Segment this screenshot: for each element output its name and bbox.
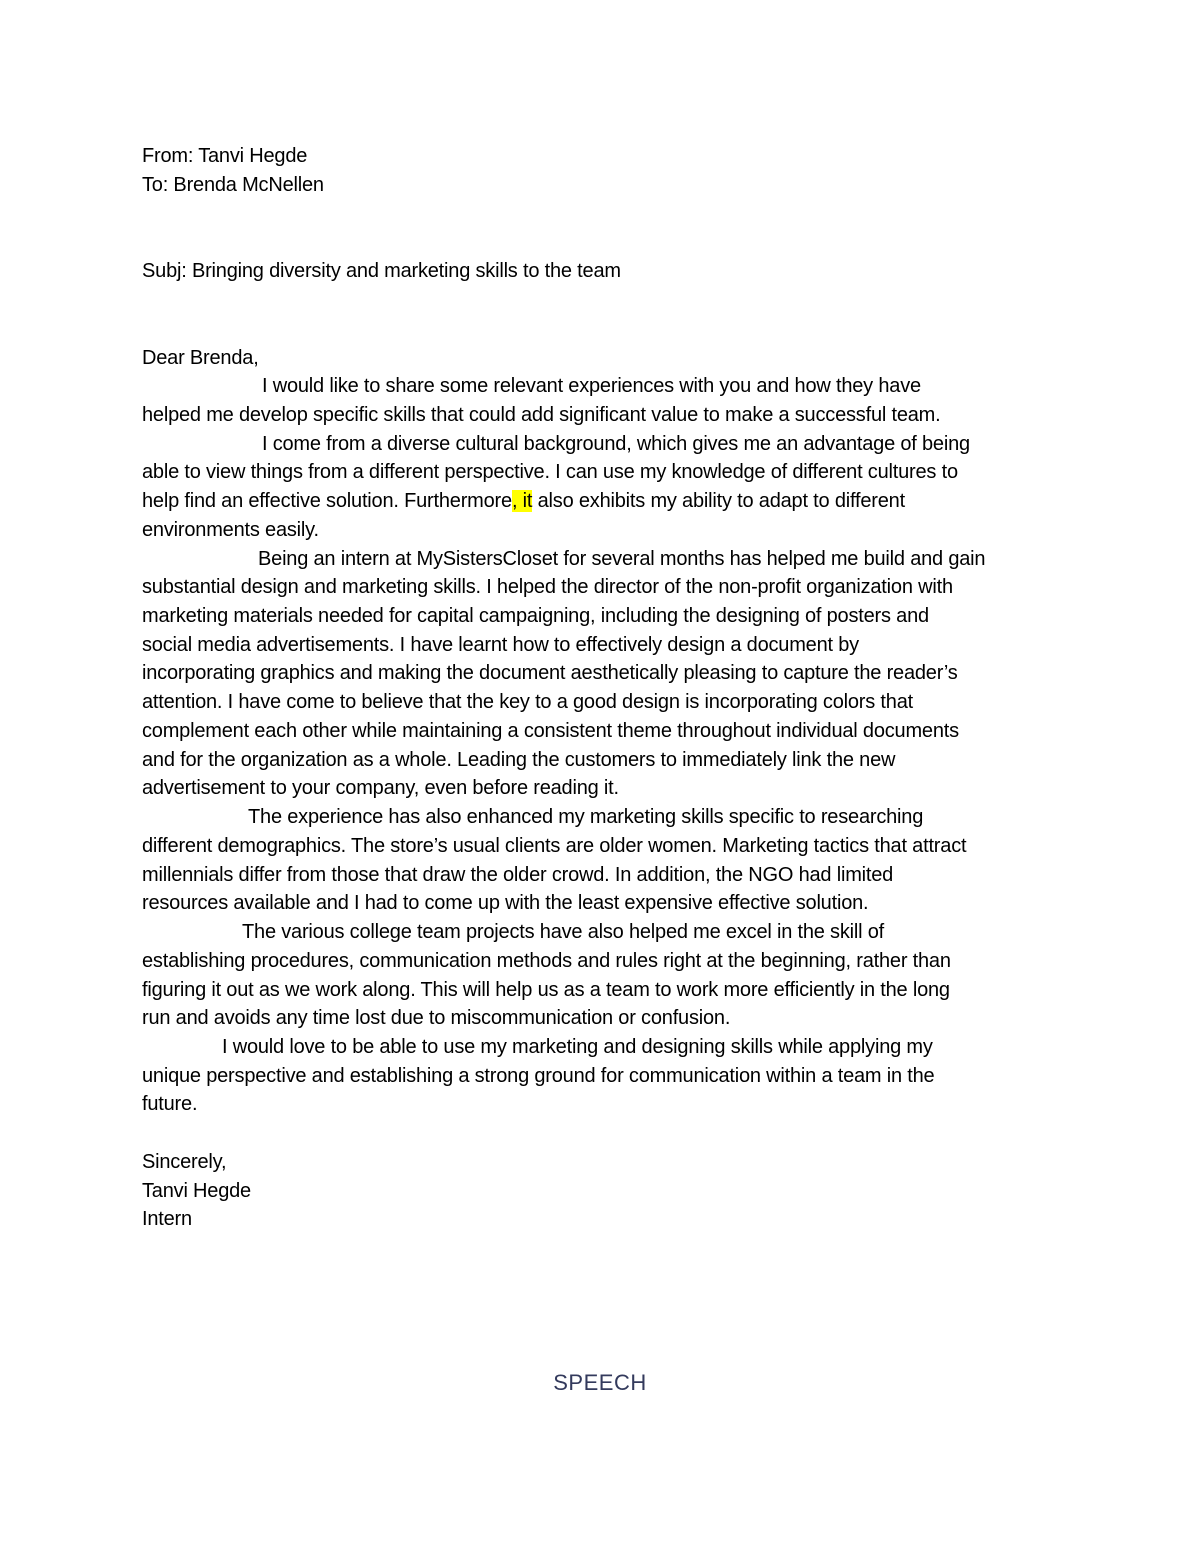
body-line: complement each other while maintaining a consistent theme throughout individual documents	[142, 720, 959, 742]
body-line: Being an intern at MySistersCloset for several months has helped me build and gain	[258, 548, 986, 570]
body-line: and for the organization as a whole. Leading the customers to immediately link the new	[142, 749, 896, 771]
body-line: resources available and I had to come up with the least expensive effective solution.	[142, 892, 869, 914]
body-line	[142, 487, 905, 516]
body-line: environments easily.	[142, 519, 319, 541]
sign-off: Sincerely,	[142, 1151, 227, 1173]
body-line: establishing procedures, communication methods and rules right at the beginning, rather than	[142, 950, 951, 972]
to-line: To: Brenda McNellen	[142, 174, 324, 196]
body-line: advertisement to your company, even before reading it.	[142, 777, 619, 799]
body-line: unique perspective and establishing a strong ground for communication within a team in the	[142, 1065, 935, 1087]
body-line: The experience has also enhanced my marketing skills specific to researching	[248, 806, 924, 828]
signer-title: Intern	[142, 1208, 192, 1230]
body-line: future.	[142, 1093, 198, 1115]
body-line: figuring it out as we work along. This will help us as a team to work more efficiently in the long	[142, 979, 950, 1001]
body-line: helped me develop specific skills that could add significant value to make a successful team.	[142, 404, 941, 426]
signer-name: Tanvi Hegde	[142, 1180, 251, 1202]
body-text: help find an effective solution. Furthermore	[142, 490, 512, 512]
footer-label: SPEECH	[553, 1370, 647, 1395]
salutation: Dear Brenda,	[142, 347, 259, 369]
from-line: From: Tanvi Hegde	[142, 145, 308, 167]
body-line: incorporating graphics and making the document aesthetically pleasing to capture the reader’s	[142, 662, 958, 684]
body-line: attention. I have come to believe that the key to a good design is incorporating colors that	[142, 691, 913, 713]
body-line: millennials differ from those that draw the older crowd. In addition, the NGO had limited	[142, 864, 894, 886]
highlighted-text: , it	[511, 490, 533, 512]
body-line: substantial design and marketing skills. I helped the director of the non-profit organization with	[142, 576, 953, 598]
body-line: social media advertisements. I have learnt how to effectively design a document by	[142, 634, 859, 656]
body-line: run and avoids any time lost due to miscommunication or confusion.	[142, 1007, 731, 1029]
body-line: different demographics. The store’s usual clients are older women. Marketing tactics that attract	[142, 835, 967, 857]
body-line: The various college team projects have also helped me excel in the skill of	[242, 921, 885, 943]
body-line: I would like to share some relevant experiences with you and how they have	[262, 375, 921, 397]
subject-line: Subj: Bringing diversity and marketing skills to the team	[142, 260, 621, 282]
body-line: I come from a diverse cultural background, which gives me an advantage of being	[262, 433, 970, 455]
body-line: able to view things from a different perspective. I can use my knowledge of different cultures to	[142, 461, 958, 483]
body-line: marketing materials needed for capital campaigning, including the designing of posters and	[142, 605, 929, 627]
body-text: also exhibits my ability to adapt to different	[532, 490, 905, 512]
body-line: I would love to be able to use my marketing and designing skills while applying my	[222, 1036, 933, 1058]
